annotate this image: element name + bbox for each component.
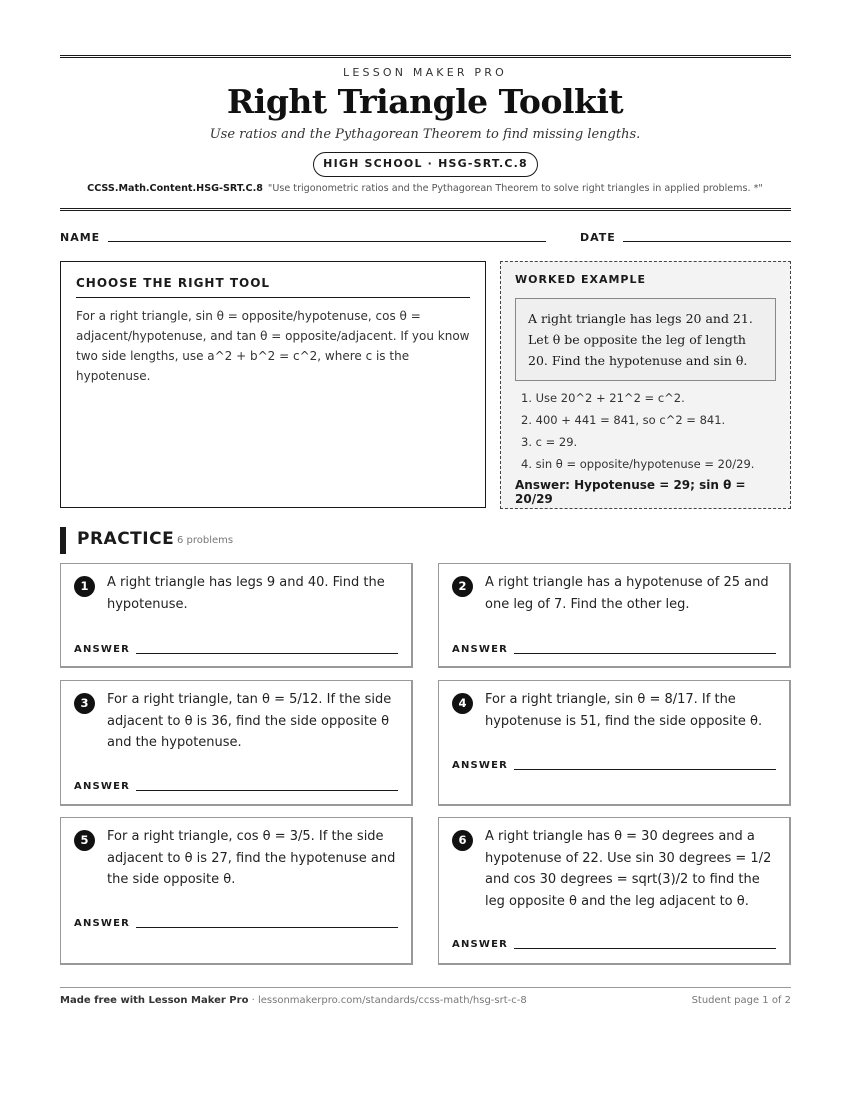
problem-text: A right triangle has θ = 30 degrees and a hypotenuse of 22. Use sin 30 degrees = 1/2 and cos 30 degrees = sqrt(3)/2 to find the leg opposite θ and the leg adjacent to θ. (485, 829, 772, 909)
answer-label: ANSWER (74, 644, 131, 655)
answer-field[interactable] (514, 769, 776, 770)
standard-text: "Use trigonometric ratios and the Pythagorean Theorem to solve right triangles in applied problems. *" (267, 183, 763, 194)
problem-card-1 (60, 563, 413, 668)
date-field[interactable] (623, 241, 791, 242)
top-rule (60, 55, 791, 58)
footer-credit (60, 995, 527, 1006)
problem-card-3 (60, 680, 413, 806)
problem-number: 5 (74, 830, 95, 851)
standard-code: CCSS.Math.Content.HSG-SRT.C.8 (87, 183, 263, 194)
date-label: DATE (580, 231, 616, 244)
problem-text: A right triangle has legs 9 and 40. Find the hypotenuse. (107, 575, 385, 612)
worked-example-problem: A right triangle has legs 20 and 21. Let θ be opposite the leg of length 20. Find the hypotenuse and sin θ. (515, 298, 776, 381)
problem-text: For a right triangle, sin θ = 8/17. If the hypotenuse is 51, find the side opposite θ. (485, 692, 763, 729)
problem-card-5 (60, 817, 413, 965)
answer-field[interactable] (514, 948, 776, 949)
problem-number: 1 (74, 576, 95, 597)
worked-example-answer: Answer: Hypotenuse = 29; sin θ = 20/29 (515, 478, 746, 506)
answer-field[interactable] (136, 927, 398, 928)
footer-rule (60, 987, 791, 988)
step-item: 1. Use 20^2 + 21^2 = c^2. (521, 391, 685, 405)
problem-number: 2 (452, 576, 473, 597)
practice-accent-bar (60, 527, 66, 554)
answer-field[interactable] (514, 653, 776, 654)
problem-number: 6 (452, 830, 473, 851)
name-label: NAME (60, 231, 101, 244)
answer-label: ANSWER (74, 918, 131, 929)
worked-example (500, 261, 791, 509)
header-bottom-rule (60, 208, 791, 211)
step-item: 3. c = 29. (521, 435, 578, 449)
tool-box (60, 261, 486, 508)
footer-made-with: Made free with Lesson Maker Pro (60, 995, 249, 1006)
problem-text: A right triangle has a hypotenuse of 25 and one leg of 7. Find the other leg. (485, 575, 769, 612)
level-badge: HIGH SCHOOL · HSG-SRT.C.8 (313, 152, 538, 177)
practice-count: 6 problems (177, 535, 234, 546)
page-subtitle: Use ratios and the Pythagorean Theorem to find missing lengths. (209, 127, 641, 142)
answer-label: ANSWER (452, 644, 509, 655)
problem-number: 3 (74, 693, 95, 714)
footer-url[interactable]: · lessonmakerpro.com/standards/ccss-math/hsg-srt-c-8 (251, 995, 527, 1006)
brand-name: LESSON MAKER PRO (343, 66, 507, 79)
step-item: 4. sin θ = opposite/hypotenuse = 20/29. (521, 457, 755, 471)
practice-title: PRACTICE (77, 529, 175, 549)
standard-line (0, 183, 850, 194)
problem-card-6 (438, 817, 791, 965)
answer-field[interactable] (136, 790, 398, 791)
problem-text: For a right triangle, tan θ = 5/12. If the side adjacent to θ is 36, find the side opposite θ and the hypotenuse. (107, 692, 392, 750)
tool-box-heading: CHOOSE THE RIGHT TOOL (76, 276, 470, 298)
answer-label: ANSWER (452, 939, 509, 950)
problem-text: For a right triangle, cos θ = 3/5. If the side adjacent to θ is 27, find the hypotenuse and the side opposite θ. (107, 829, 396, 887)
name-field[interactable] (108, 241, 546, 242)
worked-example-heading: WORKED EXAMPLE (515, 273, 646, 286)
problem-number: 4 (452, 693, 473, 714)
answer-label: ANSWER (452, 760, 509, 771)
worked-example-steps (515, 387, 776, 475)
problem-card-4 (438, 680, 791, 806)
page-title: Right Triangle Toolkit (226, 82, 624, 121)
step-item: 2. 400 + 441 = 841, so c^2 = 841. (521, 413, 726, 427)
answer-label: ANSWER (74, 781, 131, 792)
tool-box-text: For a right triangle, sin θ = opposite/hypotenuse, cos θ = adjacent/hypotenuse, and tan θ = opposite/adjacent. If you know two side lengths, use a^2 + b^2 = c^2, where c is the hypotenuse. (76, 309, 470, 383)
answer-field[interactable] (136, 653, 398, 654)
problem-card-2 (438, 563, 791, 668)
footer-page-number: Student page 1 of 2 (691, 995, 791, 1006)
